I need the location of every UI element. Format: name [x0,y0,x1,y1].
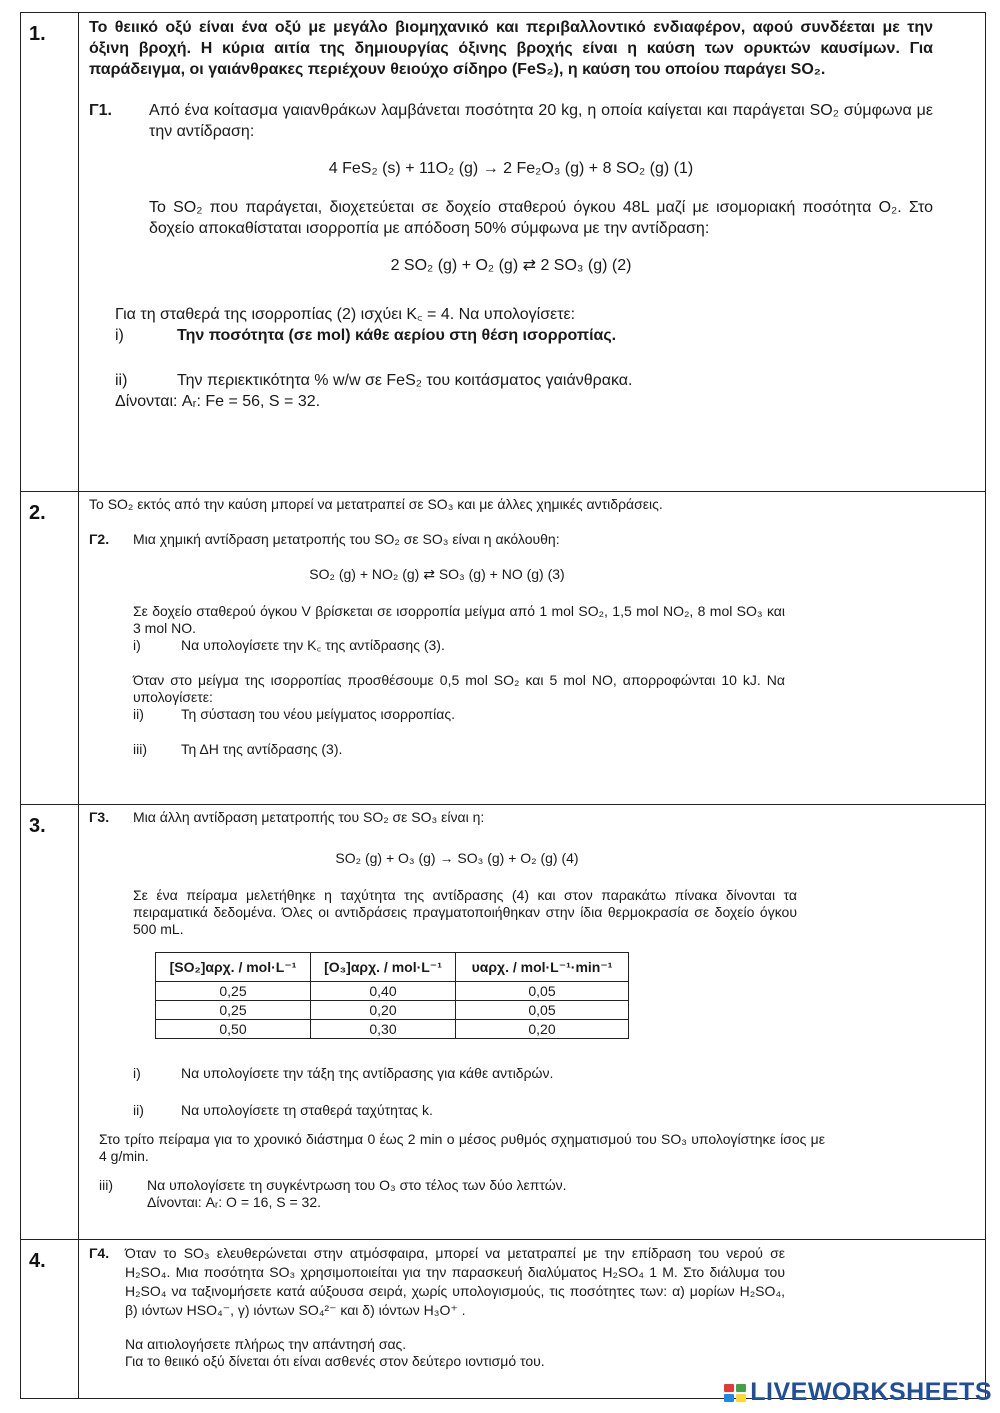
list-label: ii) [115,372,128,389]
list-text: Την περιεκτικότητα % w/w σε FeS₂ του κοιτάσματος γαιάνθρακα. [177,372,633,389]
subquestion-label: Γ1. [89,102,112,119]
list-text: Τη ΔH της αντίδρασης (3). [181,741,343,757]
equation-4: SO₂ (g) + O₃ (g) → SO₃ (g) + O₂ (g) (4) [335,850,579,866]
paragraph: Στο τρίτο πείραμα για το χρονικό διάστημα 0 έως 2 min ο μέσος ρυθμός σχηματισμού του SO₃ υπολογίστηκε ίσος με 4 g/min. [99,1131,825,1164]
list-text: Την ποσότητα (σε mol) κάθε αερίου στη θέση ισορροπίας. [177,327,617,344]
paragraph: Σε δοχείο σταθερού όγκου V βρίσκεται σε ισορροπία μείγμα από 1 mol SO₂, 1,5 mol NO₂, 8 mol SO₃ και 3 mol NO. [133,603,785,636]
list-item-i [133,637,785,654]
liveworksheets-icon [724,1384,746,1402]
question-row-1 [21,13,985,491]
equation-3: SO₂ (g) + NO₂ (g) ⇄ SO₃ (g) + NO (g) (3) [309,566,565,582]
question-number: 4. [21,1240,79,1398]
list-text: Να υπολογίσετε τη συγκέντρωση του O₃ στο τέλος των δύο λεπτών. [147,1177,567,1193]
given-data: Δίνονται: Aᵣ: O = 16, S = 32. [147,1194,321,1210]
list-text: Να υπολογίσετε τη σταθερά ταχύτητας k. [181,1102,433,1118]
subquestion-label: Γ2. [89,531,110,547]
intro-text: Το θειικό οξύ είναι ένα οξύ με μεγάλο βιομηχανικό και περιβαλλοντικό ενδιαφέρον, αφού συνδέεται με την όξινη βροχή. Η κύρια αιτία της δημιουργίας όξινης βροχής είναι η καύση των ορυκτών καυσίμων. Για παράδειγμα, οι γαιάνθρακες περιέχουν θειούχο σίδηρο (FeS₂), η καύση του οποίου παράγει SO₂. [89,19,933,78]
list-item-ii [133,1102,825,1119]
table-header-row [156,953,629,982]
equation-2: 2 SO₂ (g) + O₂ (g) ⇄ 2 SO₃ (g) (2) [390,257,632,274]
logo-square [724,1384,734,1392]
table-header: [SO₂]αρχ. / mol·L⁻¹ [156,953,311,982]
kc-statement: Για τη σταθερά της ισορροπίας (2) ισχύει K꜀ = 4. Να υπολογίσετε: [115,306,576,323]
subquestion-g1 [89,100,933,142]
subquestion-label: Γ3. [89,809,110,825]
table-header: [O₃]αρχ. / mol·L⁻¹ [311,953,456,982]
question-content [79,1240,985,1398]
table-cell: 0,05 [456,982,629,1001]
question-number: 3. [21,805,79,1239]
list-label: ii) [133,706,144,722]
table-cell: 0,25 [156,1001,311,1020]
question-row-2 [21,491,985,804]
list-item-i [115,325,933,346]
experiment-table [155,952,629,1039]
list-item-i [133,1065,825,1082]
table-cell: 0,20 [456,1020,629,1039]
subquestion-text: Από ένα κοίτασμα γαιανθράκων λαμβάνεται ποσότητα 20 kg, η οποία καίγεται και παράγεται SO₂ σύμφωνα με την αντίδραση: [149,102,933,140]
list-text: Τη σύσταση του νέου μείγματος ισορροπίας. [181,706,456,722]
question-content [79,13,985,491]
subquestion-text: Μια άλλη αντίδραση μετατροπής του SO₂ σε SO₃ είναι η: [133,809,485,825]
logo-square [724,1394,734,1402]
table-cell: 0,30 [311,1020,456,1039]
subquestion-g2 [89,531,785,548]
paragraph: Το SO₂ που παράγεται, διοχετεύεται σε δοχείο σταθερού όγκου 48L μαζί με ισομοριακή ποσότητα O₂. Στο δοχείο αποκαθίσταται ισορροπία με απόδοση 50% σύμφωνα με την αντίδραση: [149,199,933,237]
table-cell: 0,50 [156,1020,311,1039]
question-row-4 [21,1239,985,1398]
subquestion-g3 [89,809,825,826]
question-number: 1. [21,13,79,491]
question-content [79,805,985,1239]
list-item-iii [99,1177,825,1194]
list-item-ii [133,706,785,723]
question-row-3 [21,804,985,1239]
given-data: Δίνονται: Aᵣ: Fe = 56, S = 32. [115,393,321,410]
list-text: Να υπολογίσετε την τάξη της αντίδρασης για κάθε αντιδρών. [181,1065,554,1081]
list-label: i) [133,637,141,653]
note-text: Για το θειικό οξύ δίνεται ότι είναι ασθενές στον δεύτερο ιοντισμό του. [125,1353,545,1369]
subquestion-text: Μια χημική αντίδραση μετατροπής του SO₂ σε SO₃ είναι η ακόλουθη: [133,531,560,547]
paragraph: Σε ένα πείραμα μελετήθηκε η ταχύτητα της αντίδρασης (4) και στον παρακάτω πίνακα δίνονται τα πειραματικά δεδομένα. Όλες οι αντιδράσεις πραγματοποιήθηκαν στην ίδια θερμοκρασία σε δοχείο όγκου 500 mL. [133,887,797,937]
subquestion-g4 [89,1244,785,1320]
justify-instruction: Να αιτιολογήσετε πλήρως την απάντησή σας. [125,1336,407,1352]
list-label: ii) [133,1102,144,1118]
subquestion-text: Όταν το SO₃ ελευθερώνεται στην ατμόσφαιρα, μπορεί να μετατραπεί με την επίδραση του νερού σε H₂SO₄. Μια ποσότητα SO₃ χρησιμοποιείται για την παρασκευή διαλύματος H₂SO₄ 1 M. Στο διάλυμα του H₂SO₄ να ταξινομήσετε κατά αύξουσα σειρά, χωρίς υπολογισμούς, τις ποσότητες των: α) μορίων H₂SO₄, β) ιόντων HSO₄⁻, γ) ιόντων SO₄²⁻ και δ) ιόντων H₃O⁺ . [125,1245,785,1318]
list-item-ii [115,370,933,391]
table-cell: 0,20 [311,1001,456,1020]
logo-text: LIVEWORKSHEETS [750,1378,992,1406]
table-header: υαρχ. / mol·L⁻¹·min⁻¹ [456,953,629,982]
logo-square [736,1394,746,1402]
table-row [156,1020,629,1039]
equation-1: 4 FeS₂ (s) + 11O₂ (g) → 2 Fe₂O₃ (g) + 8 SO₂ (g) (1) [328,160,694,177]
list-text: Να υπολογίσετε την K꜀ της αντίδρασης (3). [181,637,445,653]
table-row [156,1001,629,1020]
list-item-iii [133,741,785,758]
question-number: 2. [21,492,79,804]
list-label: i) [133,1065,141,1081]
intro-text: Το SO₂ εκτός από την καύση μπορεί να μετατραπεί σε SO₃ και με άλλες χημικές αντιδράσεις. [89,496,663,512]
paragraph: Όταν στο μείγμα της ισορροπίας προσθέσουμε 0,5 mol SO₂ και 5 mol NO, απορροφώνται 10 kJ. Να υπολογίσετε: [133,672,785,705]
list-label: iii) [133,741,147,757]
list-label: iii) [99,1177,113,1193]
worksheet-table [20,12,986,1399]
table-row [156,982,629,1001]
list-label: i) [115,327,124,344]
logo-square [736,1384,746,1392]
table-cell: 0,25 [156,982,311,1001]
liveworksheets-logo [724,1378,992,1407]
subquestion-label: Γ4. [89,1245,110,1261]
table-cell: 0,05 [456,1001,629,1020]
table-cell: 0,40 [311,982,456,1001]
question-content [79,492,985,804]
